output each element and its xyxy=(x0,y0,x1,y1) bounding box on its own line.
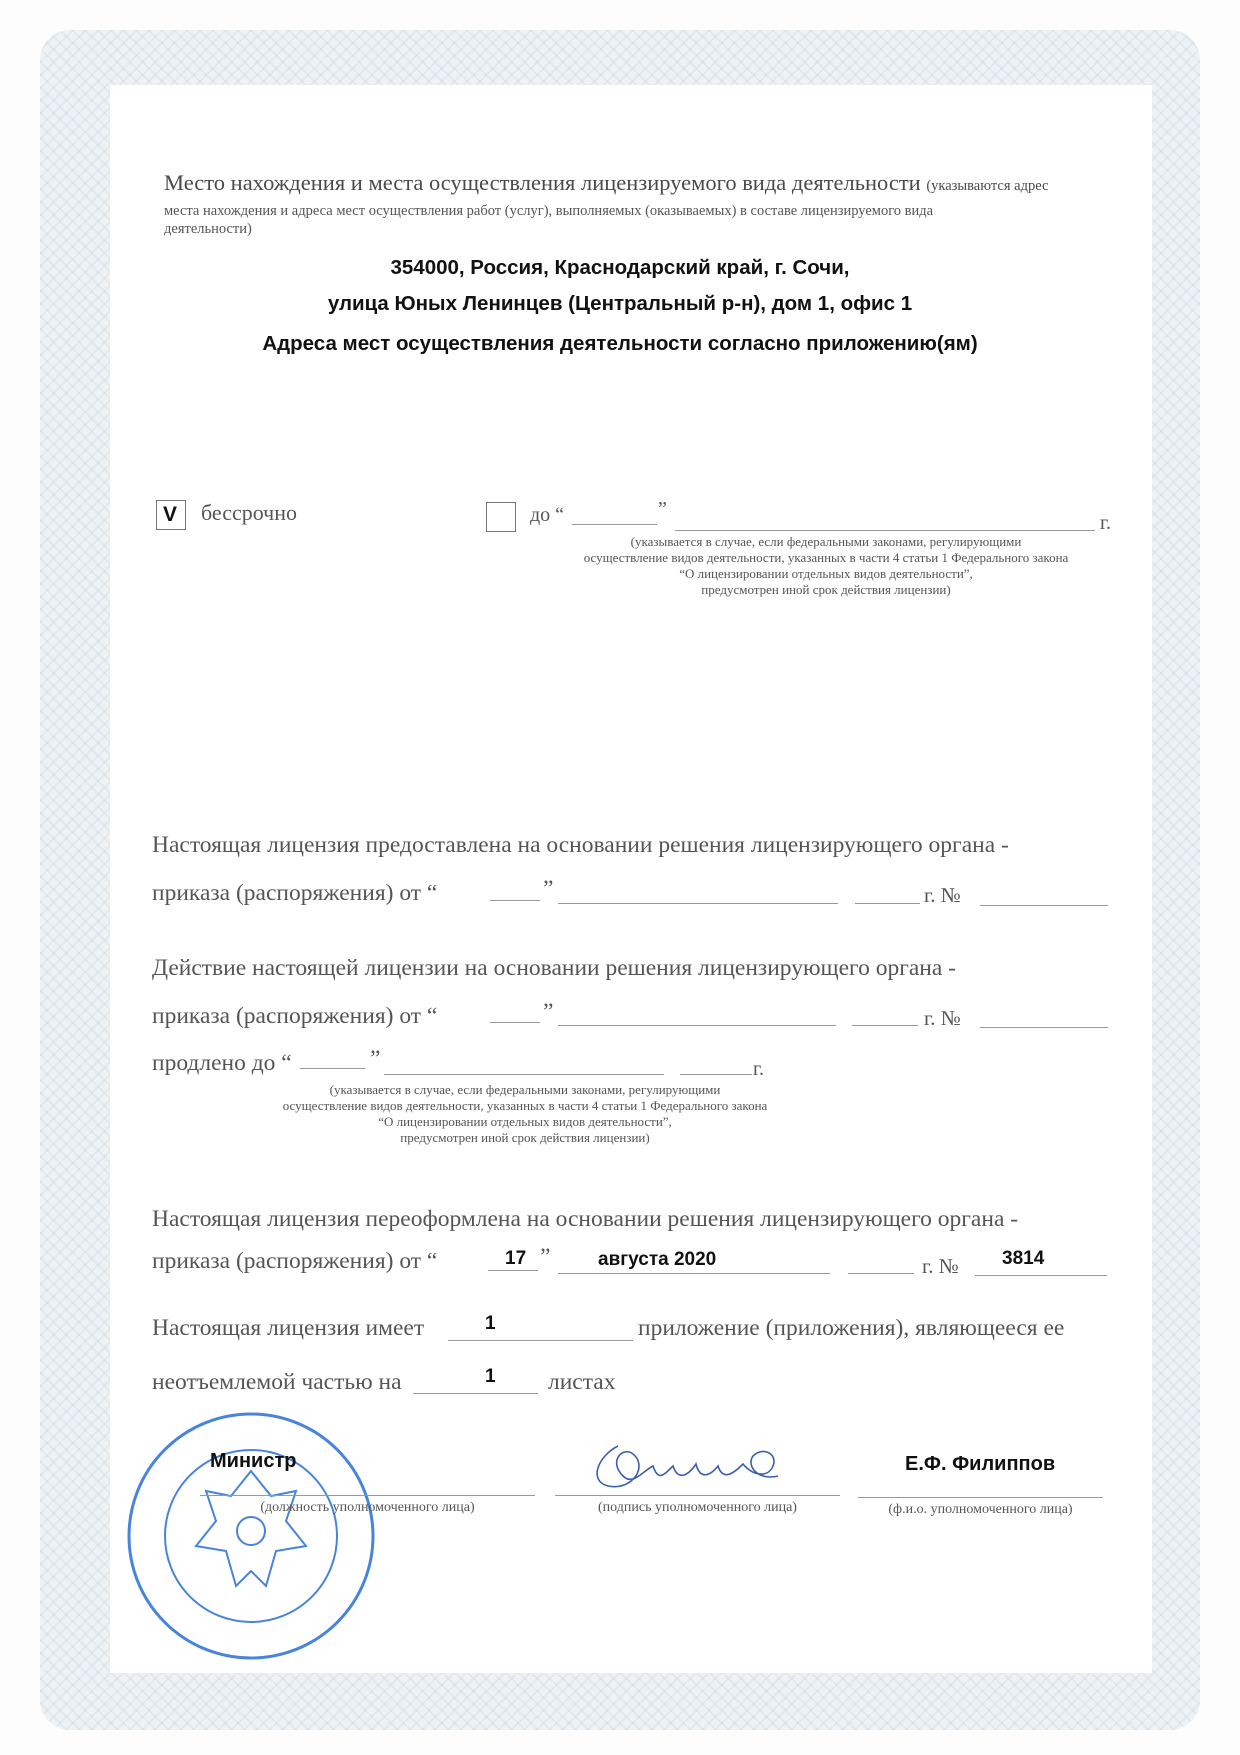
quote-close: ” xyxy=(543,999,554,1025)
heading-note-line: места нахождения и адреса мест осуществления работ (услуг), выполняемых (оказываемых) в составе лицензируемого вида xyxy=(164,203,934,219)
name-value: Е.Ф. Филиппов xyxy=(905,1453,1056,1475)
heading-text: Место нахождения и места осуществления лицензируемого вида деятельности xyxy=(164,170,921,195)
note-line: “О лицензировании отдельных видов деятельности”, xyxy=(679,566,973,581)
note-line: осуществление видов деятельности, указанных в части 4 статьи 1 Федерального закона xyxy=(583,550,1069,565)
extended-note xyxy=(225,1082,825,1146)
appendix-sheets: 1 xyxy=(485,1366,496,1387)
appendix-text: неотъемлемой частью на xyxy=(152,1369,402,1395)
heading-note: (указываются адрес xyxy=(926,178,1049,194)
extended-text: Действие настоящей лицензии на основании решения лицензирующего органа - xyxy=(152,955,956,981)
term-note xyxy=(526,534,1126,598)
reissued-text: Настоящая лицензия переоформлена на основании решения лицензирующего органа - xyxy=(152,1206,1019,1232)
order-day: 17 xyxy=(505,1248,527,1269)
note-line: (указывается в случае, если федеральными законами, регулирующими xyxy=(329,1082,721,1097)
official-stamp xyxy=(126,1411,376,1661)
appendix-text: приложение (приложения), являющееся ее xyxy=(638,1315,1065,1341)
order-month-year: августа 2020 xyxy=(598,1249,717,1270)
indefinite-label: бессрочно xyxy=(201,500,298,525)
note-line: предусмотрен иной срок действия лицензии) xyxy=(400,1130,650,1145)
quote-close: ” xyxy=(540,1244,551,1270)
address-line: Адреса мест осуществления деятельности согласно приложению(ям) xyxy=(262,332,978,355)
extended-order-label: приказа (распоряжения) от “ xyxy=(152,1003,438,1029)
year-suffix: г. xyxy=(753,1058,764,1080)
year-number-label: г. № xyxy=(924,883,961,907)
note-line: предусмотрен иной срок действия лицензии) xyxy=(701,582,951,597)
note-line: (указывается в случае, если федеральными законами, регулирующими xyxy=(630,534,1022,549)
indefinite-checkbox[interactable] xyxy=(156,500,186,530)
signature-caption: (подпись уполномоченного лица) xyxy=(598,1500,797,1515)
year-suffix: г. xyxy=(1100,512,1111,534)
year-number-label: г. № xyxy=(922,1254,959,1278)
position-caption: (должность уполномоченного лица) xyxy=(260,1500,475,1515)
quote-close: ” xyxy=(543,876,554,902)
quote-close: ” xyxy=(658,498,667,520)
handwritten-signature xyxy=(578,1436,808,1494)
note-line: осуществление видов деятельности, указанных в части 4 статьи 1 Федерального закона xyxy=(282,1098,768,1113)
until-label: до “ xyxy=(530,504,565,526)
granted-text: Настоящая лицензия предоставлена на основании решения лицензирующего органа - xyxy=(152,832,1009,858)
appendix-count: 1 xyxy=(485,1313,496,1334)
quote-close: ” xyxy=(370,1046,381,1072)
year-number-label: г. № xyxy=(924,1006,961,1030)
appendix-text: Настоящая лицензия имеет xyxy=(152,1315,425,1341)
extended-until-label: продлено до “ xyxy=(152,1050,292,1076)
address-line: 354000, Россия, Краснодарский край, г. Сочи, xyxy=(390,256,850,279)
heading-note-line: деятельности) xyxy=(164,221,252,237)
name-caption: (ф.и.о. уполномоченного лица) xyxy=(888,1502,1073,1517)
check-mark: V xyxy=(163,503,178,526)
granted-order-label: приказа (распоряжения) от “ xyxy=(152,880,438,906)
reissued-order-label: приказа (распоряжения) от “ xyxy=(152,1248,438,1274)
until-checkbox[interactable] xyxy=(486,502,516,532)
order-number: 3814 xyxy=(1002,1248,1045,1269)
section-heading xyxy=(164,170,1048,196)
position-value: Министр xyxy=(210,1450,297,1472)
address-line: улица Юных Ленинцев (Центральный р-н), дом 1, офис 1 xyxy=(327,292,913,315)
appendix-text: листах xyxy=(548,1369,616,1395)
note-line: “О лицензировании отдельных видов деятельности”, xyxy=(378,1114,672,1129)
